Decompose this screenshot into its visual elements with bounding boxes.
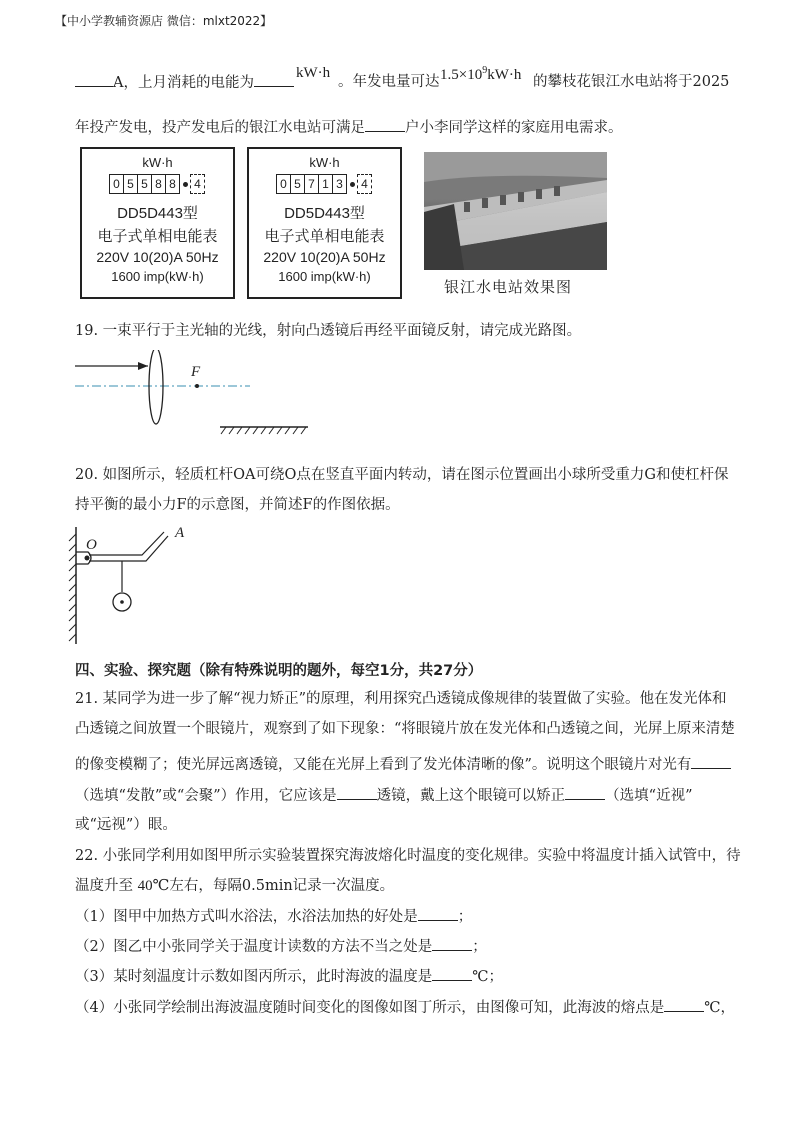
section-heading: 四、实验、探究题（除有特殊说明的题外，每空1分，共27分） xyxy=(75,663,483,679)
page-header: 【中小学教辅资源店 微信：mlxt2022】 xyxy=(55,14,273,28)
question-22-line1: 22. 小张同学利用如图甲所示实验装置探究海波熔化时温度的变化规律。实验中将温度计插入试管中，待 xyxy=(75,848,741,864)
question-20-line1: 20. 如图所示，轻质杠杆OA可绕O点在竖直平面内转动，请在图示位置画出小球所受重力G和使杠杆保 xyxy=(75,467,729,483)
meter-unit: kW·h xyxy=(309,155,340,170)
focus-label: F xyxy=(191,364,201,380)
question-21-line4: （选填“发散”或“会聚”）作用，它应该是 透镜，戴上这个眼镜可以矫正 （选填“近视” xyxy=(75,785,692,806)
q18-line1-b: 。年发电量可达 xyxy=(338,74,440,90)
question-21-line2: 凸透镜之间放置一个眼镜片，观察到了如下现象：“将眼镜片放在发光体和凸透镜之间，光屏上原来清楚 xyxy=(75,721,735,737)
energy-unit: kW·h xyxy=(296,65,331,81)
question-22-sub1: （1）图甲中加热方式叫水浴法，水浴法加热的好处是 ； xyxy=(75,906,472,927)
question-20-line2: 持平衡的最小力F的示意图，并简述F的作图依据。 xyxy=(75,497,400,513)
focus-point xyxy=(195,384,199,388)
q18-line2: 年投产发电，投产发电后的银江水电站可满足 户小李同学这样的家庭用电需求。 xyxy=(75,117,623,138)
question-21-line1: 21. 某同学为进一步了解“视力矫正”的原理，利用探究凸透镜成像规律的装置做了实验。他在发光体和 xyxy=(75,691,727,707)
answer-blank[interactable] xyxy=(664,997,704,1012)
meter-model: DD5D443型 xyxy=(117,205,198,222)
meter-reading: 0 5 7 1 3 4 xyxy=(249,174,400,194)
question-22-sub3: （3）某时刻温度计示数如图丙所示，此时海波的温度是 ℃； xyxy=(75,966,503,987)
meter-spec: 220V 10(20)A 50Hz xyxy=(96,249,219,265)
answer-blank[interactable] xyxy=(691,754,731,769)
question-22-line2: 温度升至 40℃左右，每隔0.5min记录一次温度。 xyxy=(75,878,395,894)
answer-blank[interactable] xyxy=(365,117,405,132)
answer-blank[interactable] xyxy=(432,966,472,981)
q18-line1-c: 的攀枝花银江水电站将于2025 xyxy=(533,74,730,90)
meter-unit: kW·h xyxy=(142,155,173,170)
question-22-sub2: （2）图乙中小张同学关于温度计读数的方法不当之处是 ； xyxy=(75,936,487,957)
answer-blank[interactable] xyxy=(418,906,458,921)
pivot-point xyxy=(85,556,90,561)
q18-line1: A，上月消耗的电能为 xyxy=(75,72,294,93)
label-a: A xyxy=(175,525,185,541)
answer-blank[interactable] xyxy=(254,72,294,87)
label-o: O xyxy=(86,537,97,553)
meter-name: 电子式单相电能表 xyxy=(97,227,218,245)
hydropower-station-photo xyxy=(424,152,607,270)
question-21-line3: 的像变模糊了；使光屏远离透镜，又能在光屏上看到了发光体清晰的像”。说明这个眼镜片对光有 xyxy=(75,754,731,775)
question-22-sub4: （4）小张同学绘制出海波温度随时间变化的图像如图丁所示，由图像可知，此海波的熔点是 ℃， xyxy=(75,997,735,1018)
answer-blank[interactable] xyxy=(432,936,472,951)
arrow-icon xyxy=(138,362,148,370)
convex-lens xyxy=(149,350,163,424)
electricity-meter-1 xyxy=(80,147,235,299)
meter-imp: 1600 imp(kW·h) xyxy=(111,269,204,284)
meter-name: 电子式单相电能表 xyxy=(264,227,385,245)
meter-model: DD5D443型 xyxy=(284,205,365,222)
question-19-text: 19. 一束平行于主光轴的光线，射向凸透镜后再经平面镜反射，请完成光路图。 xyxy=(75,323,582,339)
electricity-meter-2 xyxy=(247,147,402,299)
answer-blank[interactable] xyxy=(75,72,113,87)
question-21-line5: 或“远视”）眼。 xyxy=(75,817,177,833)
photo-caption: 银江水电站效果图 xyxy=(444,278,573,296)
meter-spec: 220V 10(20)A 50Hz xyxy=(263,249,386,265)
meter-imp: 1600 imp(kW·h) xyxy=(278,269,371,284)
answer-blank[interactable] xyxy=(337,785,377,800)
meter-reading: 0 5 5 8 8 4 xyxy=(82,174,233,194)
answer-blank[interactable] xyxy=(565,785,605,800)
lever-top xyxy=(89,532,164,555)
annual-generation: $1.5\times 10^9kW\cdot h$ xyxy=(440,65,522,83)
